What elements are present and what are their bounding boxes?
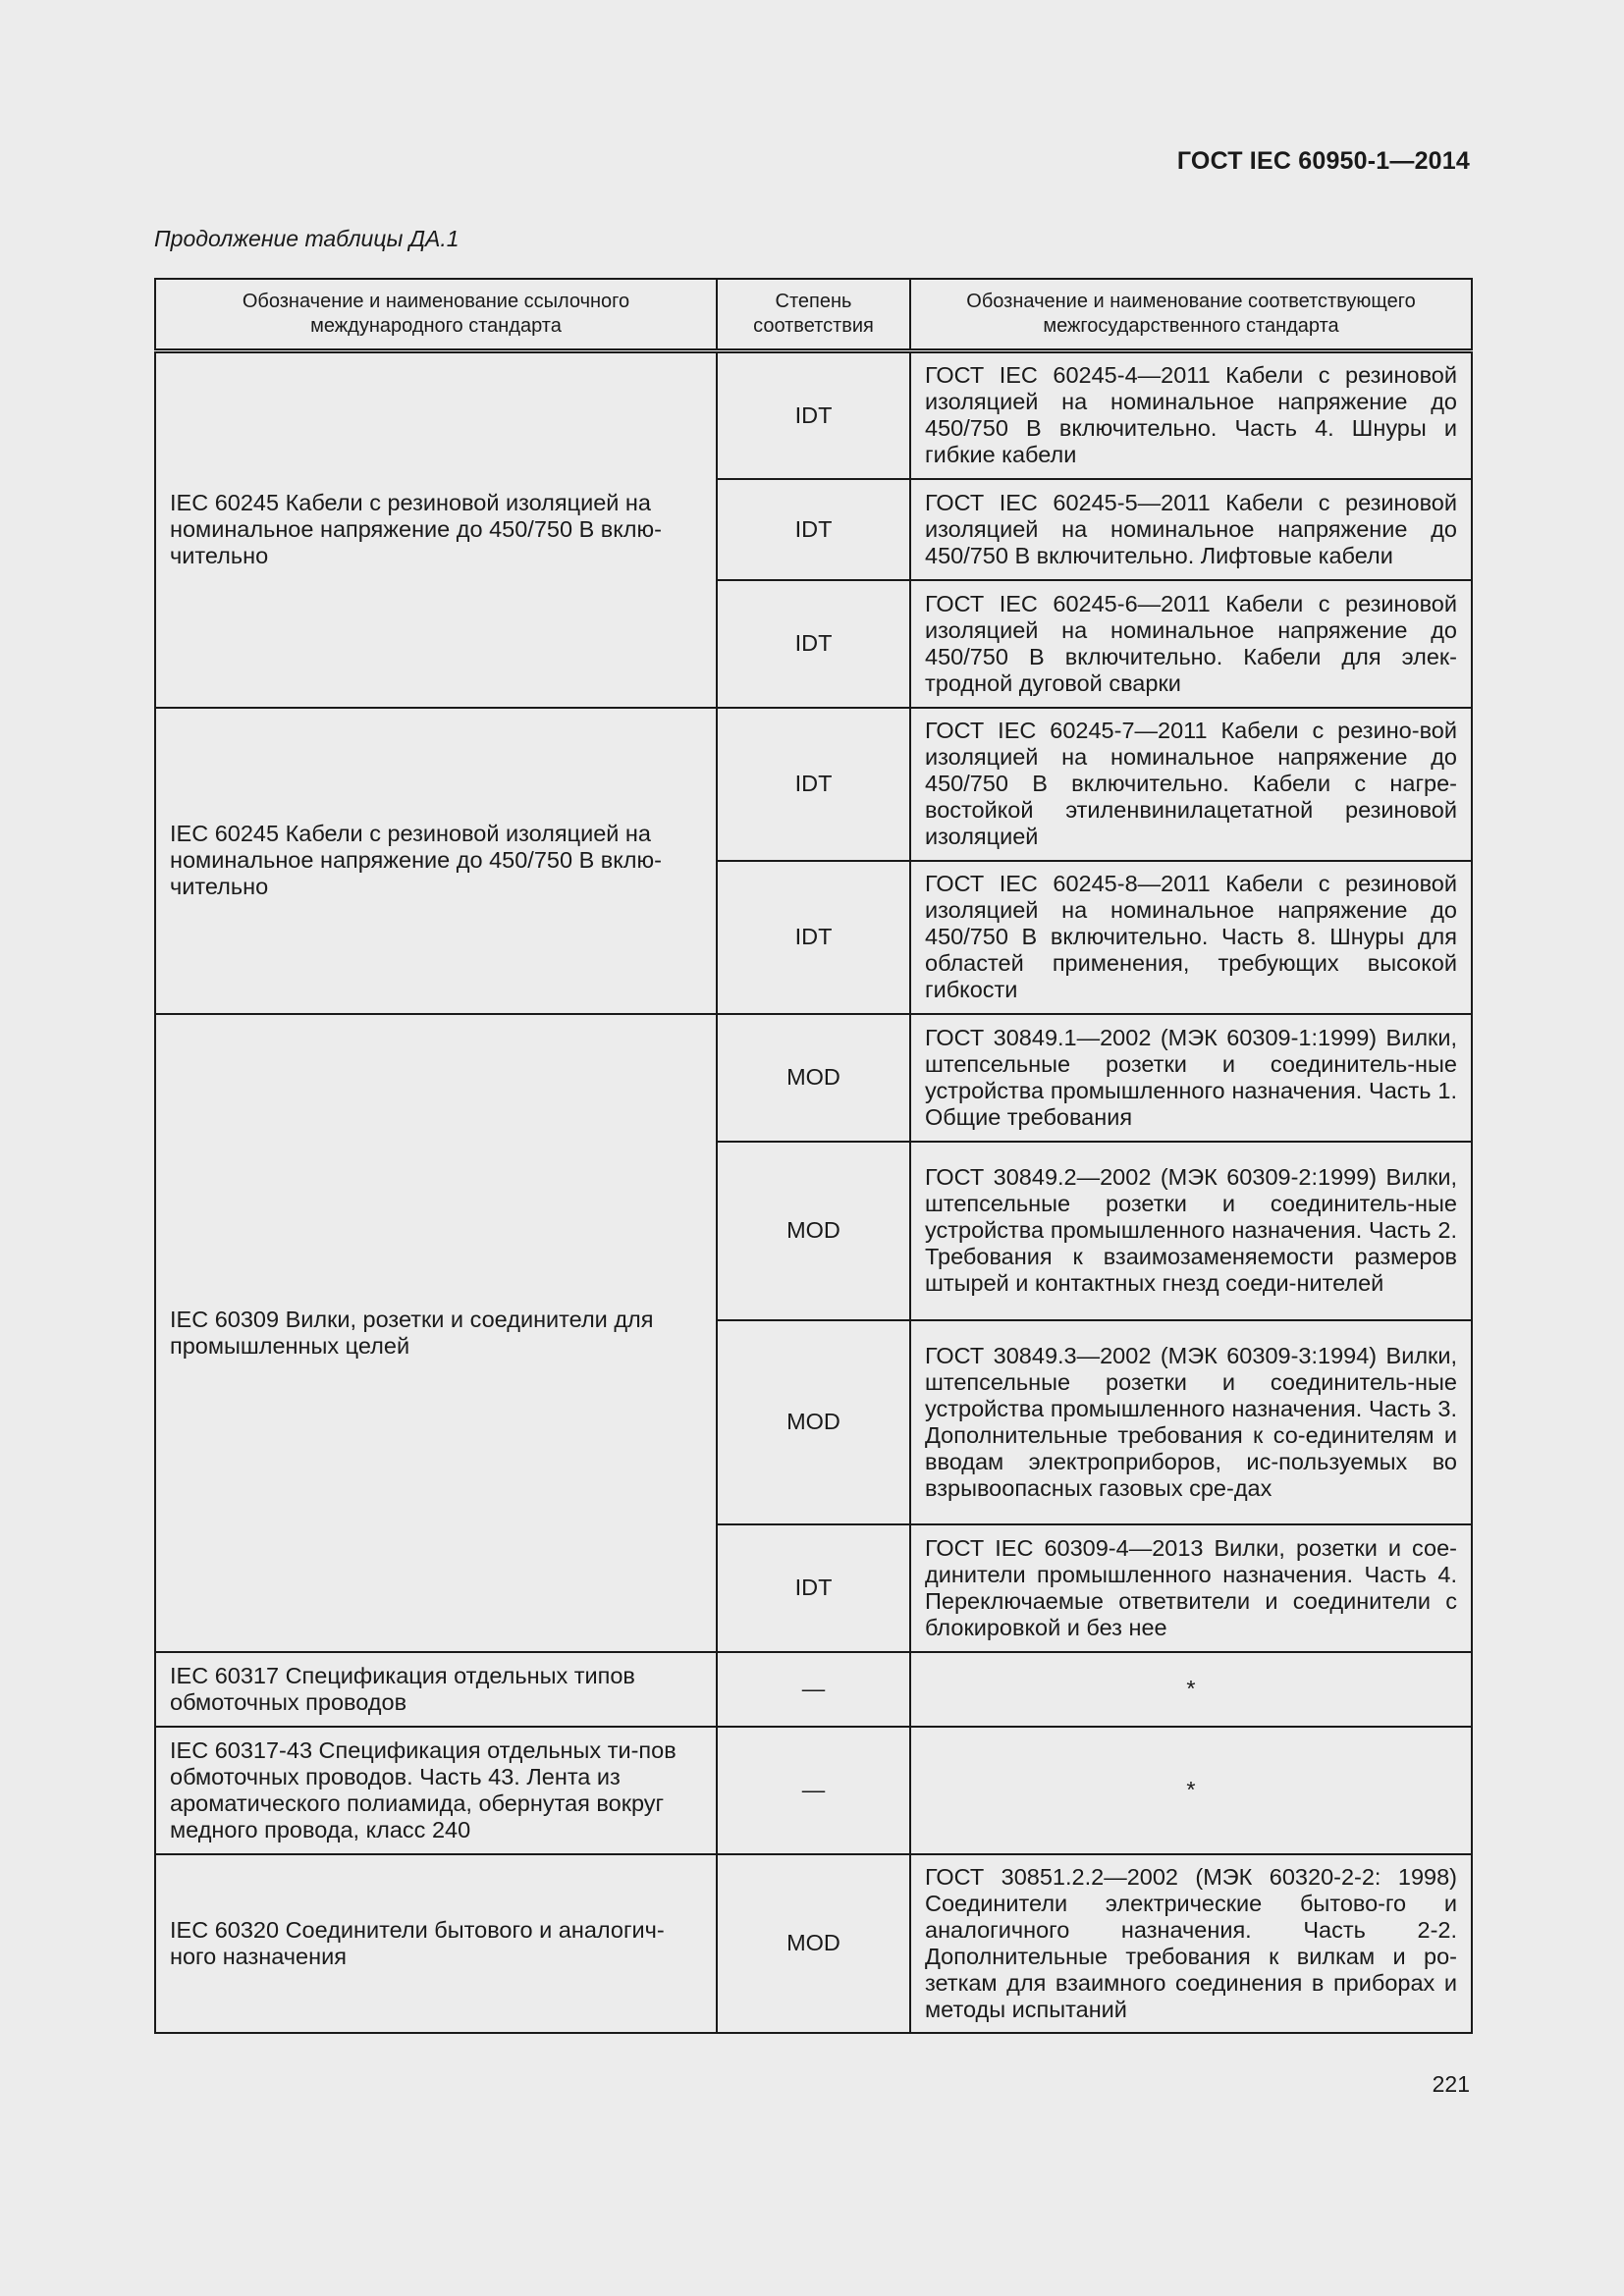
gost-standard-cell: ГОСТ IEC 60309-4—2013 Вилки, розетки и сое-динители промышленного назначения. Часть 4. Переключаемые ответвители и соединители с блокировкой и без нее	[910, 1524, 1472, 1652]
degree-cell: —	[717, 1727, 910, 1854]
table-row	[155, 351, 1472, 479]
gost-standard-cell: ГОСТ 30849.1—2002 (МЭК 60309-1:1999) Вилки, штепсельные розетки и соединитель-ные устройства промышленного назначения. Часть 1. Общие требования	[910, 1014, 1472, 1142]
page-number: 221	[1432, 2071, 1470, 2097]
degree-cell: IDT	[717, 580, 910, 708]
reference-standard-cell: IEC 60317 Спецификация отдельных типов обмоточных проводов	[155, 1652, 717, 1727]
column-header-degree: Степень соответствия	[717, 279, 910, 351]
degree-cell: MOD	[717, 1142, 910, 1320]
table-body	[155, 351, 1472, 2033]
table-row	[155, 1652, 1472, 1727]
degree-cell: —	[717, 1652, 910, 1727]
table-row	[155, 1014, 1472, 1142]
gost-standard-cell: ГОСТ 30851.2.2—2002 (МЭК 60320-2-2: 1998) Соединители электрические бытово-го и аналогичного назначения. Часть 2-2. Дополнительные требования к вилкам и ро-зеткам для взаимного соединения в приборах и методы испытаний	[910, 1854, 1472, 2033]
degree-cell: MOD	[717, 1320, 910, 1524]
table-row	[155, 708, 1472, 861]
degree-cell: MOD	[717, 1014, 910, 1142]
table-row	[155, 1727, 1472, 1854]
reference-standard-cell: IEC 60320 Соединители бытового и аналогич-ного назначения	[155, 1854, 717, 2033]
column-header-reference: Обозначение и наименование ссылочного международного стандарта	[155, 279, 717, 351]
degree-cell: MOD	[717, 1854, 910, 2033]
reference-standard-cell: IEC 60245 Кабели с резиновой изоляцией на номинальное напряжение до 450/750 В вклю-чительно	[155, 351, 717, 708]
gost-standard-cell: ГОСТ IEC 60245-5—2011 Кабели с резиновой изоляцией на номинальное напряжение до 450/750 В включительно. Лифтовые кабели	[910, 479, 1472, 580]
gost-standard-cell: ГОСТ IEC 60245-7—2011 Кабели с резино-вой изоляцией на номинальное напряжение до 450/750 В включительно. Кабели с нагре-востойкой этиленвинилацетатной резиновой изоляцией	[910, 708, 1472, 861]
reference-standard-cell: IEC 60245 Кабели с резиновой изоляцией на номинальное напряжение до 450/750 В вклю-чительно	[155, 708, 717, 1014]
degree-cell: IDT	[717, 708, 910, 861]
reference-standard-cell: IEC 60317-43 Спецификация отдельных ти-пов обмоточных проводов. Часть 43. Лента из ароматического полиамида, обернутая вокруг медного провода, класс 240	[155, 1727, 717, 1854]
gost-standard-cell: *	[910, 1652, 1472, 1727]
gost-standard-cell: ГОСТ IEC 60245-4—2011 Кабели с резиновой изоляцией на номинальное напряжение до 450/750 В включительно. Часть 4. Шнуры и гибкие кабели	[910, 351, 1472, 479]
table-header	[155, 279, 1472, 351]
gost-standard-cell: ГОСТ 30849.3—2002 (МЭК 60309-3:1994) Вилки, штепсельные розетки и соединитель-ные устройства промышленного назначения. Часть 3. Дополнительные требования к со-единителям и вводам электроприборов, ис-пользуемых во взрывоопасных газовых сре-дах	[910, 1320, 1472, 1524]
column-header-gost: Обозначение и наименование соответствующего межгосударственного стандарта	[910, 279, 1472, 351]
gost-standard-cell: ГОСТ 30849.2—2002 (МЭК 60309-2:1999) Вилки, штепсельные розетки и соединитель-ные устройства промышленного назначения. Часть 2. Требования к взаимозаменяемости размеров штырей и контактных гнезд соеди-нителей	[910, 1142, 1472, 1320]
degree-cell: IDT	[717, 1524, 910, 1652]
degree-cell: IDT	[717, 479, 910, 580]
degree-cell: IDT	[717, 351, 910, 479]
table-caption: Продолжение таблицы ДА.1	[154, 226, 460, 251]
standards-table	[154, 278, 1473, 2034]
gost-standard-cell: *	[910, 1727, 1472, 1854]
gost-standard-cell: ГОСТ IEC 60245-8—2011 Кабели с резиновой изоляцией на номинальное напряжение до 450/750 В включительно. Часть 8. Шнуры для областей применения, требующих высокой гибкости	[910, 861, 1472, 1014]
gost-standard-cell: ГОСТ IEC 60245-6—2011 Кабели с резиновой изоляцией на номинальное напряжение до 450/750 В включительно. Кабели для элек-тродной дуговой сварки	[910, 580, 1472, 708]
table-row	[155, 1854, 1472, 2033]
degree-cell: IDT	[717, 861, 910, 1014]
reference-standard-cell: IEC 60309 Вилки, розетки и соединители для промышленных целей	[155, 1014, 717, 1652]
standard-code: ГОСТ IEC 60950-1—2014	[1176, 147, 1470, 175]
